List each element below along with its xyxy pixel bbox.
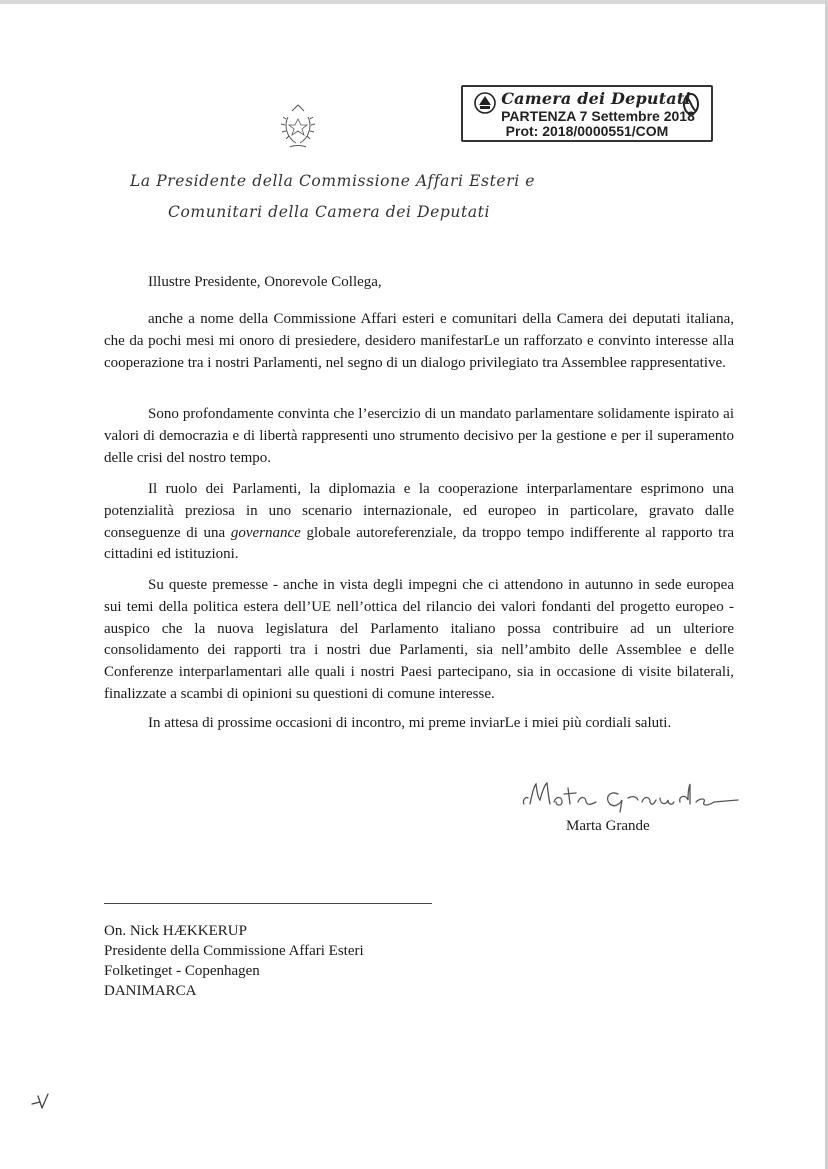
divider xyxy=(104,903,432,904)
letterhead-line: La Presidente della Commissione Affari Esteri e xyxy=(130,172,536,190)
italian-republic-emblem-icon xyxy=(276,103,320,151)
stamp-departure-date: PARTENZA 7 Settembre 2018 xyxy=(501,108,695,124)
addressee-country: DANIMARCA xyxy=(104,983,197,999)
stamp-protocol-number: Prot: 2018/0000551/COM xyxy=(505,123,669,139)
signer-name: Marta Grande xyxy=(566,818,650,834)
paragraph-emphasis: governance xyxy=(230,524,301,541)
body-paragraph: Su queste premesse - anche in vista degli impegni che ci attendono in autunno in sede europea sui temi della politica estera dell’UE nell’ottica del rilancio dei valori fondanti del progetto europeo - auspico che la nuova legislatura del Parlamento italiano possa contribuire ad un ulteriore consolidamento dei rapporti tra i nostri due Parlamenti, sia nell’ambito delle Assemblee e delle Conferenze interparlamentari alle quali i nostri Paesi partecipano, sia in occasione di visite bilaterali, finalizzate a scambi di opinioni su questioni di comune interesse. xyxy=(104,577,734,702)
paragraph-text: Il ruolo dei Parlamenti, la diplomazia e la cooperazione interparlamentare esprimono una potenzialità preziosa in uno scenario internazionale, ed europeo in particolare, gravato dalle conseguenze di una xyxy=(104,481,734,541)
body-paragraph: Sono profondamente convinta che l’esercizio di un mandato parlamentare solidamente ispirato ai valori di democrazia e di libertà rappresenti uno strumento decisivo per la gestione e per il superamento delle crisi del nostro tempo. xyxy=(104,406,734,466)
handwritten-signature xyxy=(518,774,754,814)
letterhead-line: Comunitari della Camera dei Deputati xyxy=(168,203,491,221)
stamp-header: Camera dei Deputati xyxy=(501,89,691,108)
addressee-institution: Folketinget - Copenhagen xyxy=(104,963,260,979)
addressee-name: On. Nick HÆKKERUP xyxy=(104,923,247,939)
page-edge xyxy=(0,0,828,4)
addressee-title: Presidente della Commissione Affari Esteri xyxy=(104,943,364,959)
paragraph-text: globale autoreferenziale, da troppo tempo indifferente al rapporto tra cittadini ed istituzioni. xyxy=(104,524,734,563)
salutation: Illustre Presidente, Onorevole Collega, xyxy=(148,274,382,290)
body-paragraph xyxy=(104,479,734,566)
body-paragraph: anche a nome della Commissione Affari esteri e comunitari della Camera dei deputati italiana, che da pochi mesi mi onoro di presiedere, desidero manifestarLe un rafforzato e convinto interesse alla cooperazione tra i nostri Parlamenti, nel segno di un dialogo privilegiato tra Assemblee rappresentative. xyxy=(104,311,734,371)
body-paragraph: In attesa di prossime occasioni di incontro, mi preme inviarLe i miei più cordiali saluti. xyxy=(148,715,672,731)
protocol-stamp xyxy=(461,85,713,142)
addressee-block xyxy=(104,921,364,1001)
handwritten-initial-mark xyxy=(30,1092,52,1110)
